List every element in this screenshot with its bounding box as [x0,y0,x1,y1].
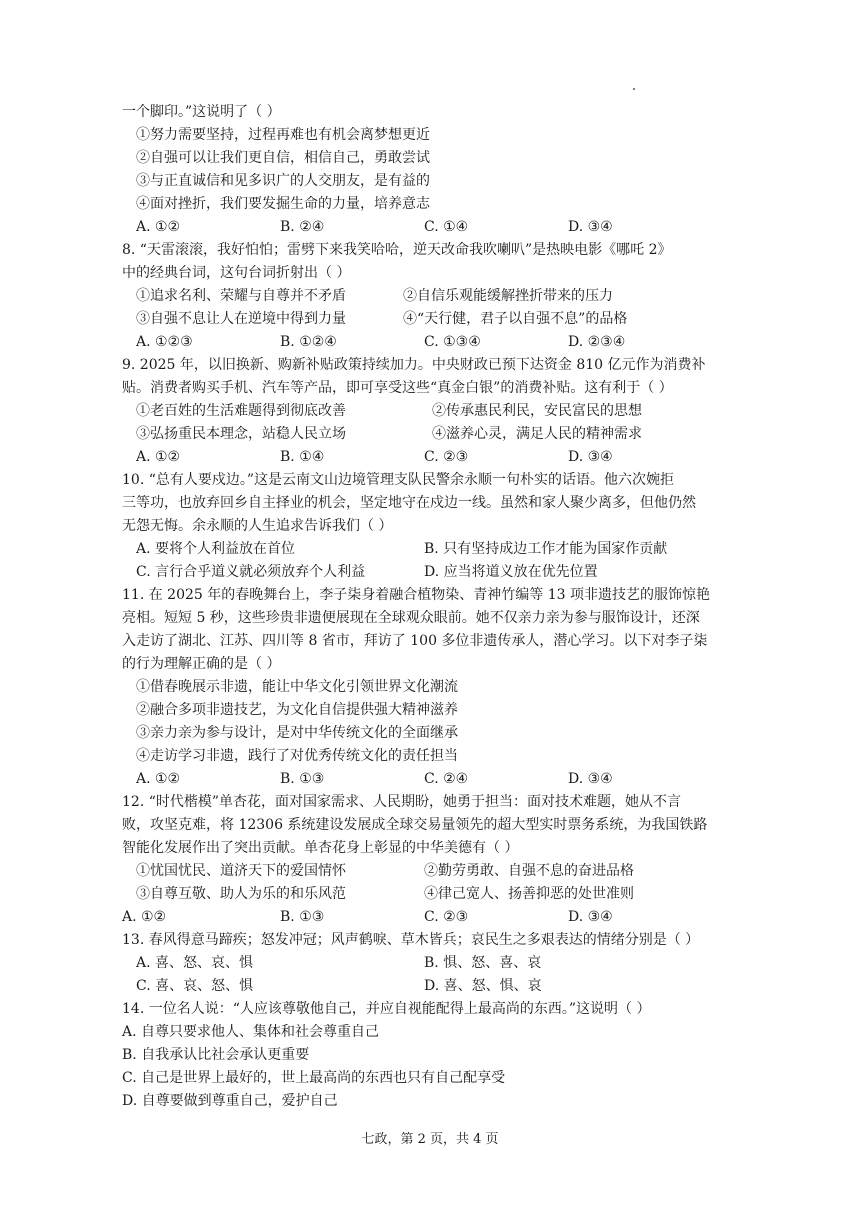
q11-option-c: C. ②④ [424,771,469,787]
q13-option-a: A. 喜、怒、哀、惧 [136,955,254,971]
q9-option-d: D. ③④ [568,449,613,465]
q9-stem-line-1: 9. 2025 年，以旧换新、购新补贴政策持续加力。中央财政已预下达资金 810 亿元作为消费补 [122,357,706,373]
q11-stem-line-2: 亮相。短短 5 秒，这些珍贵非遗便展现在全球观众眼前。她不仅亲力亲为参与服饰设计，还深 [122,610,700,626]
q7-option-c: C. ①④ [424,219,469,235]
q12-stem-line-2: 败，攻坚克难，将 12306 系统建设发展成全球交易量领先的超大型实时票务系统，为我国铁路 [122,817,708,833]
q12-item-2: ②勤劳勇敢、自强不息的奋进品格 [424,863,634,879]
q10-stem-line-1: 10. “总有人要戍边。”这是云南文山边境管理支队民警余永顺一句朴实的话语。他六次婉拒 [122,472,675,488]
q12-option-c: C. ②③ [424,909,469,925]
q7-item-1: ①努力需要坚持，过程再难也有机会离梦想更近 [136,127,430,143]
q12-option-a: A. ①② [122,909,167,925]
q14-option-c: C. 自己是世界上最好的，世上最高尚的东西也只有自己配享受 [122,1070,506,1086]
q11-stem-line-1: 11. 在 2025 年的春晚舞台上，李子柒身着融合植物染、青神竹编等 13 项非遗技艺的服饰惊艳 [122,587,710,603]
q8-item-1: ①追求名利、荣耀与自尊并不矛盾 [136,288,346,304]
q14-option-b: B. 自我承认比社会承认更重要 [122,1047,310,1063]
q12-stem-line-3: 智能化发展作出了突出贡献。单杏花身上彰显的中华美德有（ ） [122,840,519,856]
q12-item-1: ①忧国忧民、道济天下的爱国情怀 [136,863,346,879]
q7-item-2: ②自强可以让我们更自信，相信自己，勇敢尝试 [136,150,430,166]
q11-option-b: B. ①③ [280,771,325,787]
q11-option-d: D. ③④ [568,771,613,787]
q9-item-4: ④滋养心灵，满足人民的精神需求 [432,426,642,442]
q8-item-3: ③自强不息让人在逆境中得到力量 [136,311,346,327]
q12-item-3: ③自尊互敬、助人为乐的和乐风范 [136,886,346,902]
q8-option-d: D. ②③④ [568,334,626,350]
q11-item-3: ③亲力亲为参与设计，是对中华传统文化的全面继承 [136,725,458,741]
page-footer: 七政，第 2 页，共 4 页 [361,1132,499,1147]
q9-stem-line-2: 贴。消费者购买手机、汽车等产品，即可享受这些“真金白银”的消费补贴。这有利于（ ） [122,380,673,396]
q12-item-4: ④律己宽人、扬善抑恶的处世准则 [424,886,634,902]
q8-option-c: C. ①③④ [424,334,481,350]
q12-option-d: D. ③④ [568,909,613,925]
q9-option-a: A. ①② [136,449,181,465]
q7-stem: 一个脚印。”这说明了（ ） [122,104,281,120]
q13-stem: 13. 春风得意马蹄疾；怒发冲冠；风声鹤唳、草木皆兵；哀民生之多艰表达的情绪分别是（ ） [122,932,700,948]
q14-stem: 14. 一位名人说：“人应该尊敬他自己，并应自视能配得上最高尚的东西。”这说明（ ） [122,1001,651,1017]
q7-option-b: B. ②④ [280,219,325,235]
q10-stem-line-3: 无怨无悔。余永顺的人生追求告诉我们（ ） [122,518,393,534]
q14-option-d: D. 自尊要做到尊重自己，爱护自己 [122,1093,338,1109]
q9-item-1: ①老百姓的生活难题得到彻底改善 [136,403,346,419]
q9-item-2: ②传承惠民利民，安民富民的思想 [432,403,642,419]
q7-option-a: A. ①② [136,219,181,235]
q10-stem-line-2: 三等功，也放弃回乡自主择业的机会，坚定地守在戍边一线。虽然和家人聚少离多，但他仍然 [122,495,696,511]
q8-item-2: ②自信乐观能缓解挫折带来的压力 [403,288,613,304]
q8-stem-line-1: 8. “天雷滚滚，我好怕怕；雷劈下来我笑哈哈，逆天改命我吹喇叭”是热映电影《哪吒 2》 [122,242,672,258]
q7-item-4: ④面对挫折，我们要发掘生命的力量，培养意志 [136,196,430,212]
q11-stem-line-4: 的行为理解正确的是（ ） [122,656,281,672]
q10-option-a: A. 要将个人利益放在首位 [136,541,296,557]
scan-speck [633,88,635,90]
q12-option-b: B. ①③ [280,909,325,925]
q13-option-d: D. 喜、怒、惧、哀 [424,978,542,994]
q14-option-a: A. 自尊只要求他人、集体和社会尊重自己 [122,1024,380,1040]
q10-option-d: D. 应当将道义放在优先位置 [424,564,598,580]
q8-option-b: B. ①②④ [280,334,337,350]
q9-option-c: C. ②③ [424,449,469,465]
q8-stem-line-2: 中的经典台词，这句台词折射出（ ） [122,265,351,281]
q12-stem-line-1: 12. “时代楷模”单杏花，面对国家需求、人民期盼，她勇于担当：面对技术难题，她从不言 [122,794,682,810]
q9-option-b: B. ①④ [280,449,325,465]
q13-option-b: B. 惧、怒、喜、哀 [424,955,542,971]
q10-option-b: B. 只有坚持成边工作才能为国家作贡献 [424,541,668,557]
q13-option-c: C. 喜、哀、怒、惧 [136,978,254,994]
q11-item-4: ④走访学习非遗，践行了对优秀传统文化的责任担当 [136,748,458,764]
q9-item-3: ③弘扬重民本理念，站稳人民立场 [136,426,346,442]
q11-option-a: A. ①② [136,771,181,787]
q10-option-c: C. 言行合乎道义就必须放弃个人利益 [136,564,366,580]
q7-option-d: D. ③④ [568,219,613,235]
q7-item-3: ③与正直诚信和见多识广的人交朋友，是有益的 [136,173,430,189]
q11-stem-line-3: 入走访了湖北、江苏、四川等 8 省市，拜访了 100 多位非遗传承人，潜心学习。以下对李子柒 [122,633,708,649]
q11-item-2: ②融合多项非遗技艺，为文化自信提供强大精神滋养 [136,702,458,718]
q8-option-a: A. ①②③ [136,334,193,350]
q11-item-1: ①借春晚展示非遗，能让中华文化引领世界文化潮流 [136,679,458,695]
q8-item-4: ④“天行健，君子以自强不息”的品格 [403,311,628,327]
